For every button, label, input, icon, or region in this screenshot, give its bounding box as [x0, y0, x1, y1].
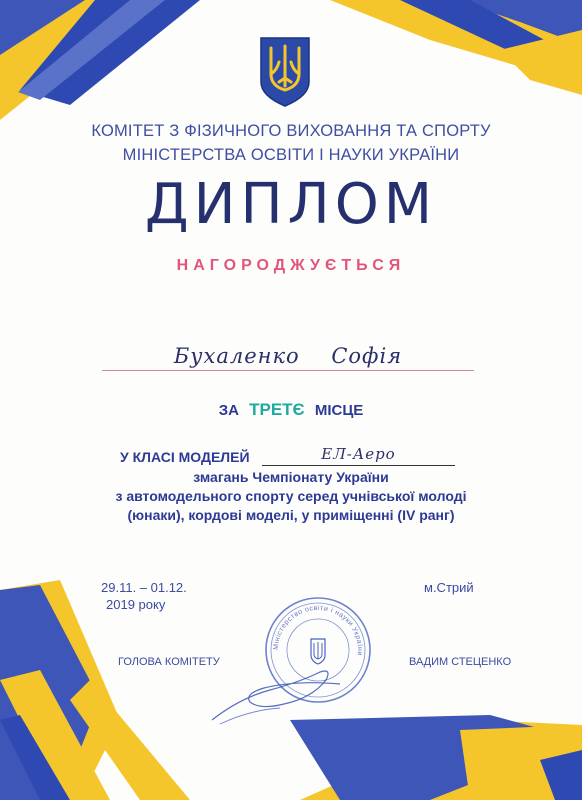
organization-line-1: КОМІТЕТ З ФІЗИЧНОГО ВИХОВАННЯ ТА СПОРТУ [91, 122, 491, 140]
place-suffix: МІСЦЕ [314, 402, 364, 419]
model-class-label: У КЛАСІ МОДЕЛЕЙ [120, 449, 250, 465]
competition-line-2: з автомодельного спорту серед учнівської молоді [115, 488, 467, 504]
competition-line-1: змагань Чемпіонату України [193, 469, 389, 485]
organization-line-2: МІНІСТЕРСТВА ОСВІТИ І НАУКИ УКРАЇНИ [122, 146, 460, 164]
competition-line-3: (юнаки), кордові моделі, у приміщенні (IV ранг) [127, 507, 455, 523]
diploma-title: ДИПЛОМ [144, 172, 438, 237]
recipient-underline [102, 370, 474, 371]
event-city: м.Стрий [424, 580, 474, 595]
model-class-underline [262, 465, 455, 466]
place-line [0, 400, 582, 420]
event-dates: 29.11. – 01.12. [101, 580, 187, 595]
signer-role: ГОЛОВА КОМІТЕТУ [118, 656, 220, 668]
model-class-value: ЕЛ-Аеро [321, 445, 396, 463]
awarded-heading: НАГОРОДЖУЄТЬСЯ [176, 257, 406, 274]
trident-icon [257, 36, 313, 108]
stamp-text: Міністерство освіти і науки України [272, 604, 364, 657]
place-prefix: ЗА [218, 402, 239, 419]
signer-name: ВАДИМ СТЕЦЕНКО [409, 656, 512, 668]
place-value: ТРЕТЄ [249, 400, 305, 419]
signature-icon [200, 650, 350, 730]
event-year: 2019 року [106, 597, 166, 612]
recipient-name: Бухаленко Софія [173, 344, 403, 368]
